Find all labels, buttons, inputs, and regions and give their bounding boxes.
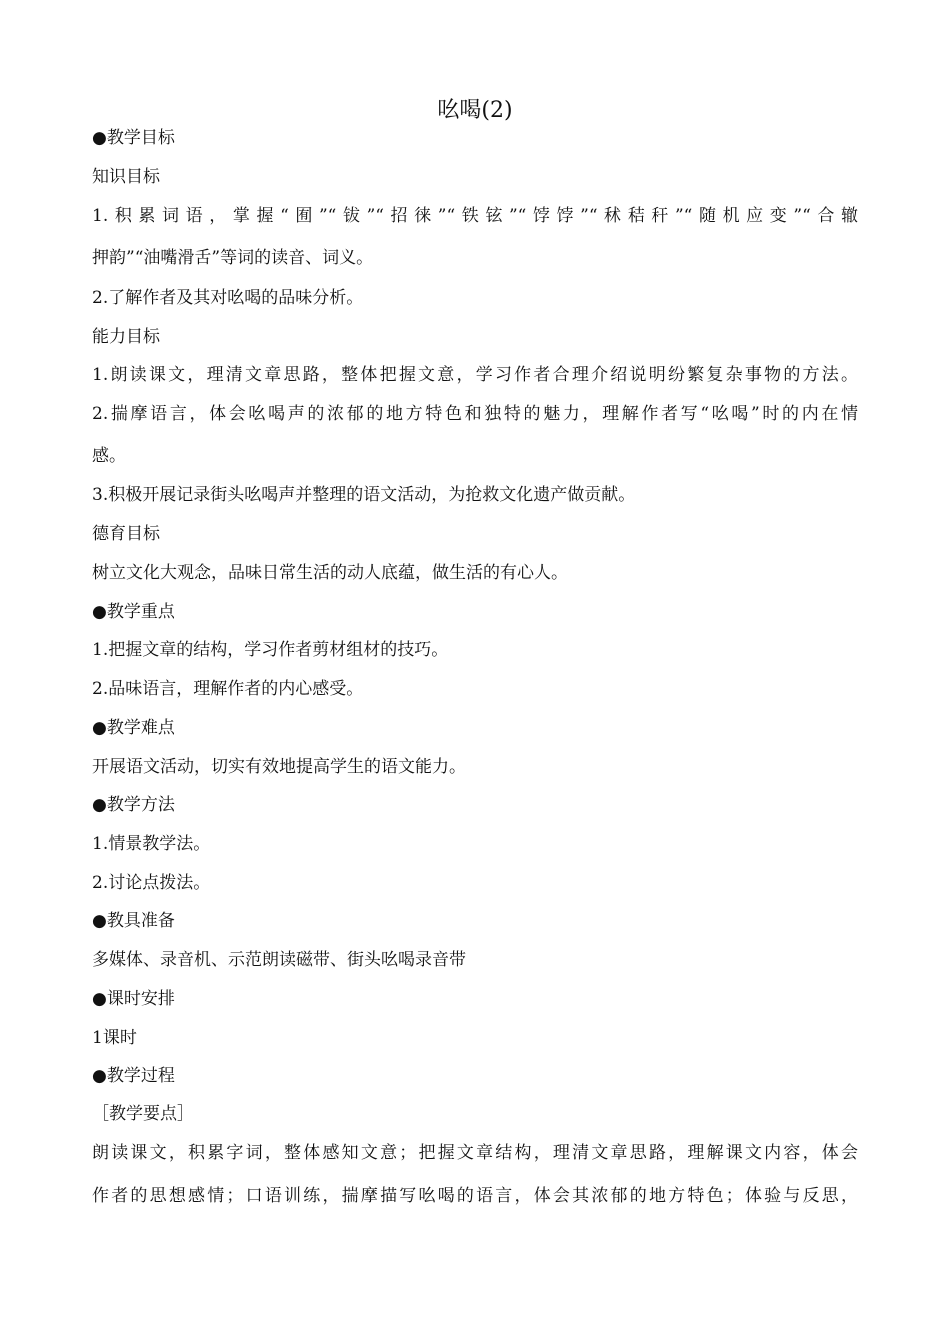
section-heading-key-points: ●教学重点 <box>92 602 175 622</box>
paragraph-line: 押韵”“油嘴滑舌”等词的读音、词义。 <box>92 248 374 268</box>
paragraph-line: 作者的思想感情；口语训练，揣摩描写吆喝的语言，体会其浓郁的地方特色；体验与反思， <box>92 1186 858 1206</box>
paragraph-line: 多媒体、录音机、示范朗读磁带、街头吆喝录音带 <box>92 950 466 970</box>
paragraph-line: 开展语文活动，切实有效地提高学生的语文能力。 <box>92 757 466 777</box>
paragraph-line: 朗读课文，积累字词，整体感知文意；把握文章结构，理清文章思路，理解课文内容，体会 <box>92 1143 858 1163</box>
document-title: 吆喝(2) <box>437 98 513 123</box>
section-heading-difficult-points: ●教学难点 <box>92 718 175 738</box>
subheading-moral-goals: 德育目标 <box>92 524 160 544</box>
section-heading-schedule: ●课时安排 <box>92 989 175 1009</box>
paragraph-line: 2.讨论点拨法。 <box>92 873 211 893</box>
subheading-teaching-key-points: ［教学要点］ <box>92 1104 194 1124</box>
paragraph-line: 树立文化大观念，品味日常生活的动人底蕴，做生活的有心人。 <box>92 563 568 583</box>
paragraph-line: 2.揣摩语言，体会吆喝声的浓郁的地方特色和独特的魅力，理解作者写“吆喝”时的内在情 <box>92 404 858 424</box>
paragraph-line: 1.积累词语，掌握“囿”“钹”“招徕”“铁铉”“饽饽”“秫秸秆”“随机应变”“合辙 <box>92 206 858 226</box>
section-heading-teaching-process: ●教学过程 <box>92 1066 175 1086</box>
paragraph-line: 1课时 <box>92 1028 137 1048</box>
paragraph-line: 2.了解作者及其对吆喝的品味分析。 <box>92 288 364 308</box>
paragraph-line: 1.朗读课文，理清文章思路，整体把握文意，学习作者合理介绍说明纷繁复杂事物的方法。 <box>92 365 858 385</box>
section-heading-teaching-aids: ●教具准备 <box>92 911 175 931</box>
paragraph-line: 1.情景教学法。 <box>92 834 211 854</box>
section-heading-teaching-methods: ●教学方法 <box>92 795 175 815</box>
paragraph-line: 3.积极开展记录街头吆喝声并整理的语文活动，为抢救文化遗产做贡献。 <box>92 485 636 505</box>
section-heading-teaching-goals: ●教学目标 <box>92 128 175 148</box>
paragraph-line: 2.品味语言，理解作者的内心感受。 <box>92 679 364 699</box>
subheading-knowledge-goals: 知识目标 <box>92 167 160 187</box>
paragraph-line: 1.把握文章的结构，学习作者剪材组材的技巧。 <box>92 640 449 660</box>
subheading-ability-goals: 能力目标 <box>92 327 160 347</box>
paragraph-line: 感。 <box>92 446 126 466</box>
